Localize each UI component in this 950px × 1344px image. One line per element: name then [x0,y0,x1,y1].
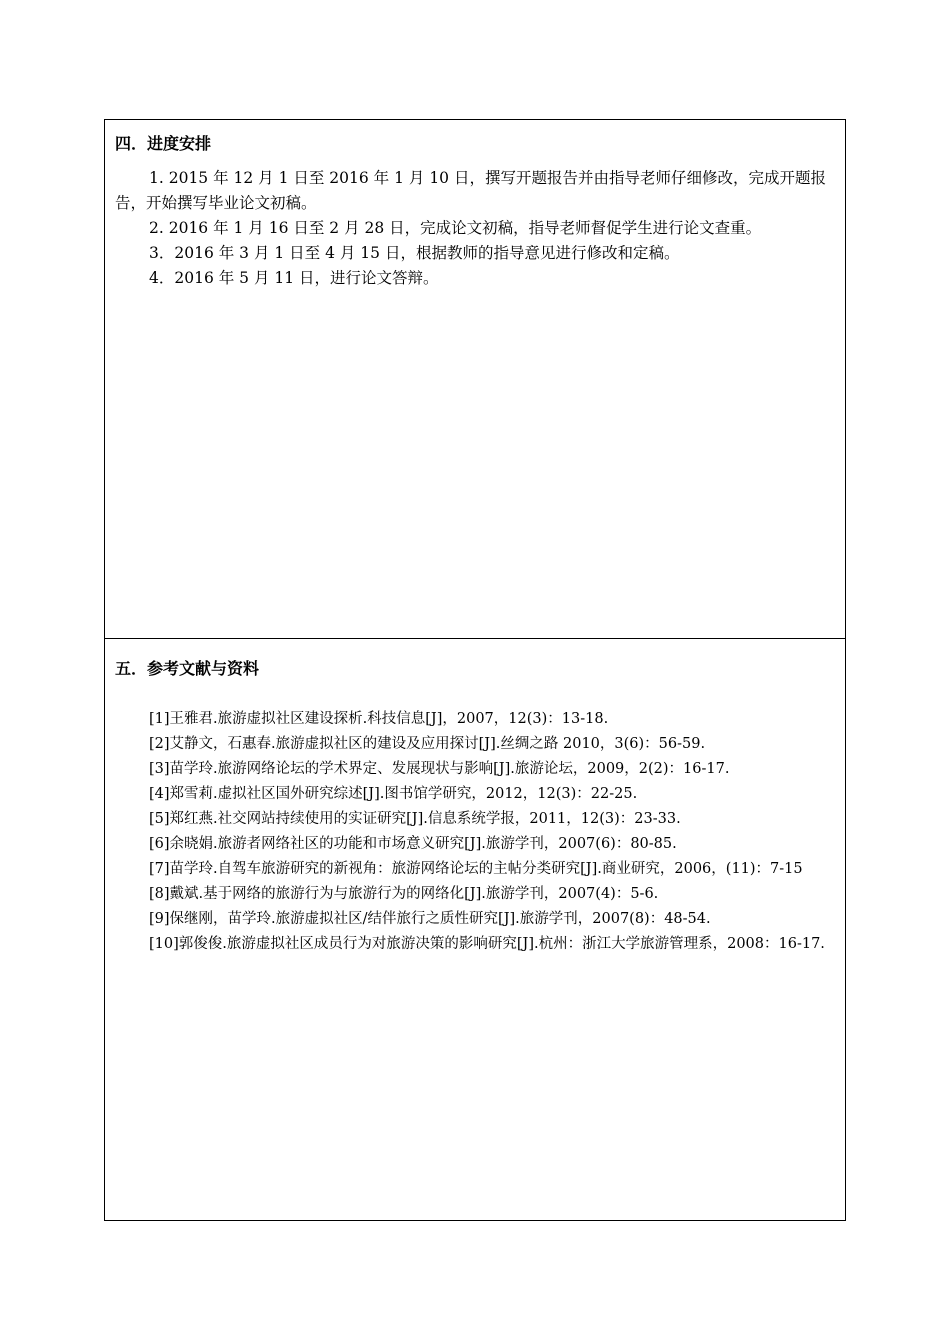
schedule-item: 3．2016 年 3 月 1 日至 4 月 15 日，根据教师的指导意见进行修改和定稿。 [149,244,680,262]
references-heading: 五．参考文献与资料 [115,659,260,678]
schedule-item: 4．2016 年 5 月 11 日，进行论文答辩。 [149,269,439,287]
schedule-heading: 四．进度安排 [115,134,212,153]
reference-item: [1]王雅君.旅游虚拟社区建设探析.科技信息[J]，2007，12(3)：13-18. [149,711,609,727]
references-list [115,707,837,957]
reference-item: [10]郭俊俊.旅游虚拟社区成员行为对旅游决策的影响研究[J].杭州：浙江大学旅游管理系，2008：16-17. [149,936,825,952]
reference-item: [2]艾静文，石惠春.旅游虚拟社区的建设及应用探讨[J].丝绸之路 2010，3(6)：56-59. [149,736,706,752]
reference-item: [4]郑雪莉.虚拟社区国外研究综述[J].图书馆学研究，2012，12(3)：22-25. [149,786,638,802]
schedule-item: 2. 2016 年 1 月 16 日至 2 月 28 日，完成论文初稿，指导老师督促学生进行论文查重。 [149,219,762,237]
report-table [104,119,846,1221]
schedule-cell [105,120,845,639]
reference-item: [7]苗学玲.自驾车旅游研究的新视角：旅游网络论坛的主帖分类研究[J].商业研究，2006，(11)：7-15 [149,861,803,877]
schedule-item: 1. 2015 年 12 月 1 日至 2016 年 1 月 10 日，撰写开题报告并由指导老师仔细修改，完成开题报告，开始撰写毕业论文初稿。 [115,169,826,212]
schedule-list [115,166,837,291]
reference-item: [8]戴斌.基于网络的旅游行为与旅游行为的网络化[J].旅游学刊，2007(4)：5-6. [149,886,659,902]
reference-item: [9]保继刚，苗学玲.旅游虚拟社区/结伴旅行之质性研究[J].旅游学刊，2007(8)：48-54. [149,911,711,927]
reference-item: [3]苗学玲.旅游网络论坛的学术界定、发展现状与影响[J].旅游论坛，2009，2(2)：16-17. [149,761,730,777]
references-cell [105,639,845,1220]
reference-item: [5]郑红燕.社交网站持续使用的实证研究[J].信息系统学报，2011，12(3)：23-33. [149,811,681,827]
reference-item: [6]余晓娟.旅游者网络社区的功能和市场意义研究[J].旅游学刊，2007(6)：80-85. [149,836,677,852]
